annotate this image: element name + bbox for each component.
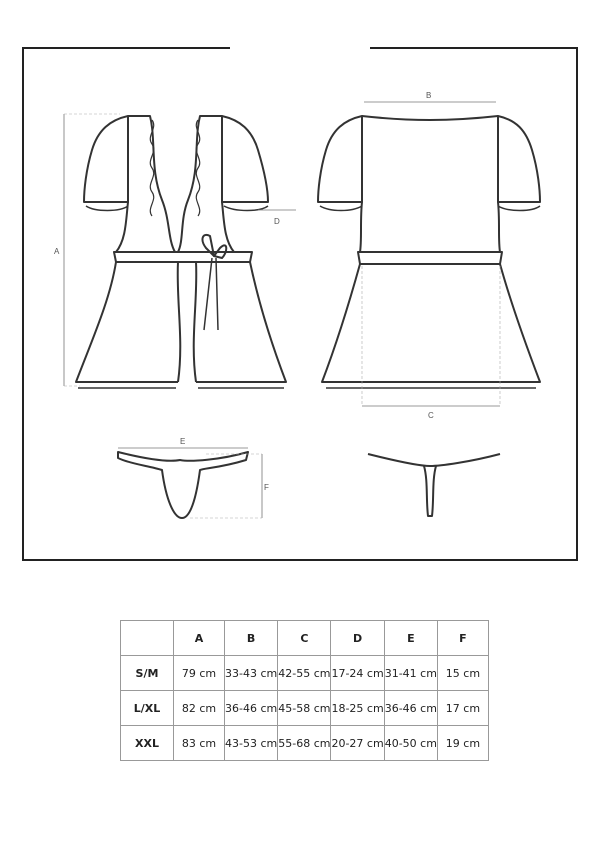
row-size-label: XXL [121,726,174,761]
row-size-label: S/M [121,656,174,691]
column-header: E [384,621,437,656]
label-d: D [274,217,280,226]
table-cell: 17-24 cm [331,656,384,691]
table-cell: 43-53 cm [225,726,278,761]
table-cell: 40-50 cm [384,726,437,761]
column-header: B [225,621,278,656]
table-row [121,656,489,691]
thong-back-drawing [368,454,500,516]
label-c: C [428,411,434,420]
label-f: F [264,483,269,492]
label-b: B [426,91,432,100]
size-chart-table [120,620,489,761]
table-cell: 36-46 cm [384,691,437,726]
label-e: E [180,437,186,446]
table-corner-cell [121,621,174,656]
table-cell: 33-43 cm [225,656,278,691]
label-a: A [54,247,60,256]
column-header: F [437,621,488,656]
column-header: C [278,621,331,656]
table-row [121,726,489,761]
table-cell: 17 cm [437,691,488,726]
table-cell: 79 cm [174,656,225,691]
table-cell: 20-27 cm [331,726,384,761]
table-cell: 15 cm [437,656,488,691]
row-size-label: L/XL [121,691,174,726]
table-cell: 55-68 cm [278,726,331,761]
robe-front-drawing [76,116,286,388]
robe-back-drawing [318,116,540,388]
table-row [121,691,489,726]
table-cell: 82 cm [174,691,225,726]
dimension-c [362,266,500,420]
table-header-row [121,621,489,656]
table-cell: 83 cm [174,726,225,761]
dimension-a [54,114,120,386]
table-cell: 45-58 cm [278,691,331,726]
thong-front-drawing [118,452,248,518]
table-cell: 36-46 cm [225,691,278,726]
table-cell: 18-25 cm [331,691,384,726]
column-header: D [331,621,384,656]
column-header: A [174,621,225,656]
dimension-d [258,210,296,226]
table-cell: 42-55 cm [278,656,331,691]
dimension-e [118,437,248,448]
dimension-b [364,91,496,102]
table-cell: 19 cm [437,726,488,761]
table-cell: 31-41 cm [384,656,437,691]
